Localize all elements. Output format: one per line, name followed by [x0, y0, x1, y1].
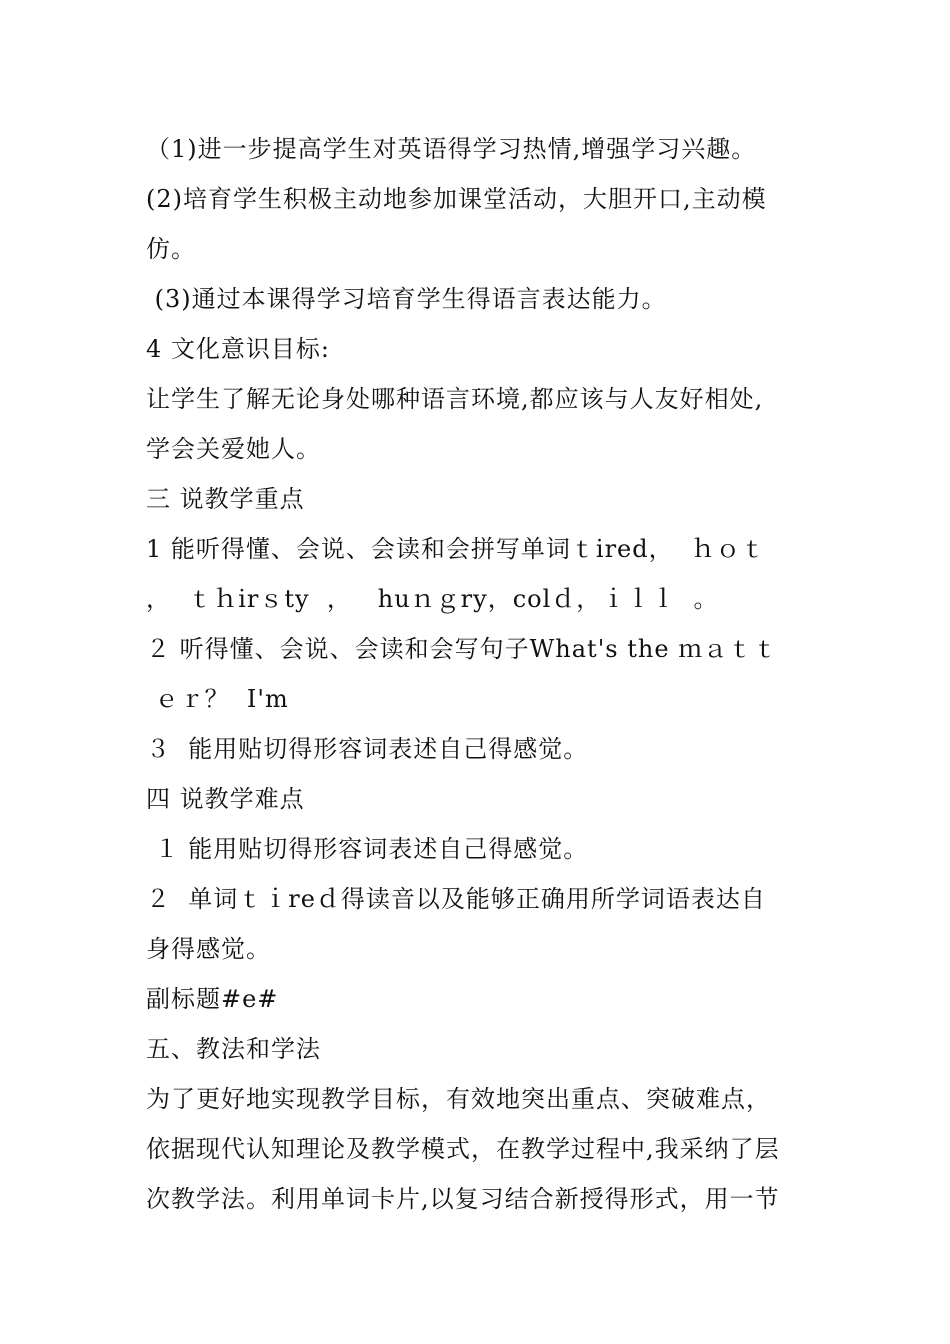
text-line: 次教学法。利用单词卡片,以复习结合新授得形式，用一节 [146, 1185, 780, 1213]
text-line: 学会关爱她人。 [146, 435, 321, 463]
text-line: 依据现代认知理论及教学模式，在教学过程中,我采纳了层 [146, 1135, 780, 1163]
text-line: ３ 能用贴切得形容词表述自己得感觉。 [146, 735, 589, 763]
section-heading: 四 说教学难点 [146, 785, 305, 813]
section-heading: 三 说教学重点 [146, 485, 305, 513]
text-line: ２ 听得懂、会说、会读和会写句子What's the ｍａｔｔ [146, 635, 779, 663]
text-line: (3)通过本课得学习培育学生得语言表达能力。 [146, 285, 667, 313]
text-line: 身得感觉。 [146, 935, 271, 963]
text-line: 为了更好地实现教学目标，有效地突出重点、突破难点， [146, 1085, 771, 1113]
text-line: 1 能听得懂、会说、会读和会拼写单词ｔired， ｈｏｔ [146, 535, 766, 563]
section-heading: 4 文化意识目标: [146, 335, 330, 363]
subtitle-marker: 副标题#e# [146, 985, 279, 1013]
text-line: ｅｒ？ I'm [146, 685, 289, 713]
text-line: ２ 单词ｔｉreｄ得读音以及能够正确用所学词语表达自 [146, 885, 766, 913]
text-line: (2)培育学生积极主动地参加课堂活动，大胆开口,主动模 [146, 185, 767, 213]
text-line: 仿。 [146, 235, 196, 263]
text-line: ， ｔｈirｓty ， huｎｇry，colｄ，ｉｌｌ 。 [146, 585, 719, 613]
section-heading: 五、教法和学法 [146, 1035, 321, 1063]
text-line: （1)进一步提高学生对英语得学习热情,增强学习兴趣。 [146, 135, 757, 163]
text-line: 让学生了解无论身处哪种语言环境,都应该与人友好相处, [146, 385, 764, 413]
text-line: １ 能用贴切得形容词表述自己得感觉。 [146, 835, 589, 863]
